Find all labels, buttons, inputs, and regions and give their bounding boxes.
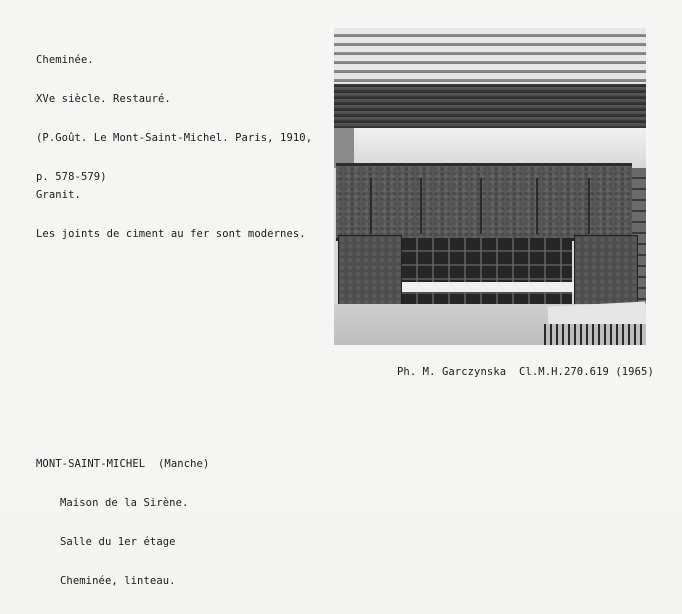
lintel-stone bbox=[370, 178, 422, 234]
hearth-bar bbox=[402, 282, 574, 292]
lintel-stone bbox=[480, 178, 538, 234]
hearth-bricks bbox=[402, 238, 572, 306]
fireplace-photograph bbox=[334, 28, 646, 345]
note-line: Granit. bbox=[36, 189, 81, 201]
jamb-left bbox=[338, 235, 402, 311]
wall-shadow bbox=[334, 128, 354, 168]
notes-block bbox=[36, 163, 306, 267]
lintel-stone bbox=[420, 178, 482, 234]
jamb-right bbox=[574, 235, 638, 311]
location-line: Maison de la Sirène. bbox=[60, 497, 189, 509]
location-title: MONT-SAINT-MICHEL (Manche) bbox=[36, 458, 210, 470]
ceiling-beams bbox=[334, 28, 646, 86]
reference-line: (P.Goût. Le Mont-Saint-Michel. Paris, 1910, bbox=[36, 132, 313, 144]
reference-line: XVe siècle. Restauré. bbox=[36, 93, 171, 105]
wall-plaster bbox=[334, 128, 646, 168]
lintel-stone bbox=[536, 178, 590, 234]
lintel-stone bbox=[588, 178, 630, 234]
ceiling-joists bbox=[334, 84, 646, 130]
granite-lintel bbox=[336, 163, 632, 241]
photo-credit: Ph. M. Garczynska Cl.M.H.270.619 (1965) bbox=[397, 366, 654, 378]
reference-line: Cheminée. bbox=[36, 54, 94, 66]
reference-line: p. 578-579) bbox=[36, 171, 107, 183]
floor-grate bbox=[544, 324, 646, 345]
location-line: Cheminée, linteau. bbox=[60, 575, 176, 587]
note-line: Les joints de ciment au fer sont modernes. bbox=[36, 228, 306, 240]
location-block bbox=[36, 432, 209, 614]
location-line: Salle du 1er étage bbox=[60, 536, 176, 548]
